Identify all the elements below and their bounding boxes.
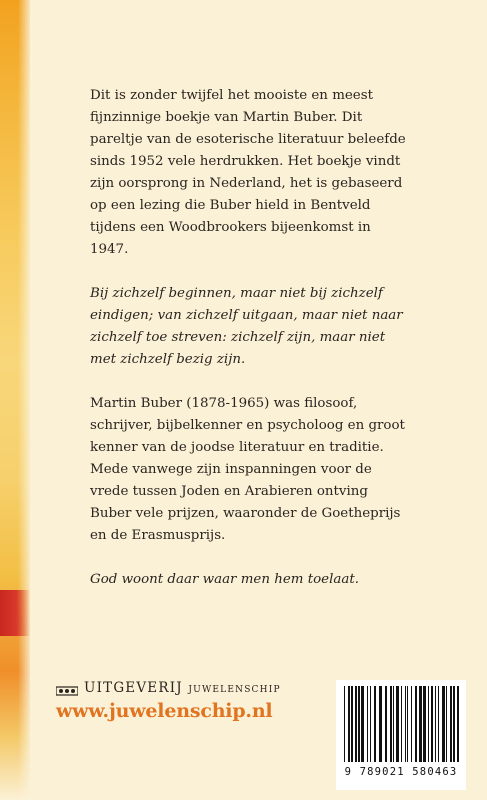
barcode-bar bbox=[415, 686, 417, 762]
barcode-bar bbox=[435, 686, 436, 762]
barcode-bar bbox=[358, 686, 360, 762]
cover-red-mark bbox=[0, 590, 30, 636]
barcode-bar bbox=[396, 686, 399, 762]
barcode-bar bbox=[361, 686, 364, 762]
barcode-bar bbox=[423, 686, 426, 762]
publisher-block bbox=[56, 680, 286, 722]
cover-painted-edge bbox=[0, 0, 30, 800]
barcode-bar bbox=[457, 686, 459, 762]
barcode-bar bbox=[453, 686, 455, 762]
closing-quote: God woont daar waar men hem toelaat. bbox=[90, 572, 359, 587]
barcode-bar bbox=[442, 686, 445, 762]
barcode-bar bbox=[393, 686, 394, 762]
publisher-url[interactable]: www.juwelenschip.nl bbox=[56, 700, 273, 722]
barcode-bar bbox=[344, 686, 345, 762]
barcode-bar bbox=[401, 686, 402, 762]
barcode-bar bbox=[438, 686, 439, 762]
publisher-name: UITGEVERIJ juwelenschip bbox=[84, 680, 281, 696]
barcode-bar bbox=[348, 686, 350, 762]
barcode-bar bbox=[446, 686, 447, 762]
barcode-bars bbox=[344, 686, 460, 762]
isbn-number: 9 789021 580463 bbox=[344, 766, 458, 778]
barcode-bar bbox=[367, 686, 368, 762]
barcode-bar bbox=[405, 686, 406, 762]
barcode-bar bbox=[390, 686, 392, 762]
barcode-bar bbox=[407, 686, 408, 762]
back-cover-text bbox=[90, 85, 410, 613]
barcode-bar bbox=[450, 686, 452, 762]
publisher-logo-icon bbox=[56, 682, 78, 694]
barcode-bar bbox=[355, 686, 357, 762]
barcode-bar bbox=[374, 686, 376, 762]
barcode-bar bbox=[379, 686, 382, 762]
description-paragraph: Dit is zonder twijfel het mooiste en meest fijnzinnige boekje van Martin Buber. Dit pareltje van de esoterische literatuur beleefde sinds 1952 vele herdrukken. Het boekje vindt zijn oorsprong in Nederland, het is gebaseerd op een lezing die Buber hield in Bentveld tijdens een Woodbrookers bijeenkomst in 1947. bbox=[90, 88, 406, 257]
barcode-bar bbox=[385, 686, 387, 762]
barcode-bar bbox=[411, 686, 412, 762]
author-bio-paragraph: Martin Buber (1878-1965) was filosoof, schrijver, bijbelkenner en psycholoog en groot kenner van de joodse literatuur en traditie. Mede vanwege zijn inspanningen voor de vrede tussen Joden en Arabieren ontving Buber vele prijzen, waaronder de Goetheprijs en de Erasmusprijs. bbox=[90, 396, 405, 543]
barcode-bar bbox=[351, 686, 353, 762]
isbn-barcode bbox=[336, 680, 466, 790]
barcode-bar bbox=[431, 686, 433, 762]
quote-paragraph: Bij zichzelf beginnen, maar niet bij zichzelf eindigen; van zichzelf uitgaan, maar niet naar zichzelf toe streven: zichzelf zijn, maar niet met zichzelf bezig zijn. bbox=[90, 286, 403, 367]
barcode-bar bbox=[428, 686, 429, 762]
barcode-bar bbox=[370, 686, 371, 762]
barcode-bar bbox=[419, 686, 422, 762]
